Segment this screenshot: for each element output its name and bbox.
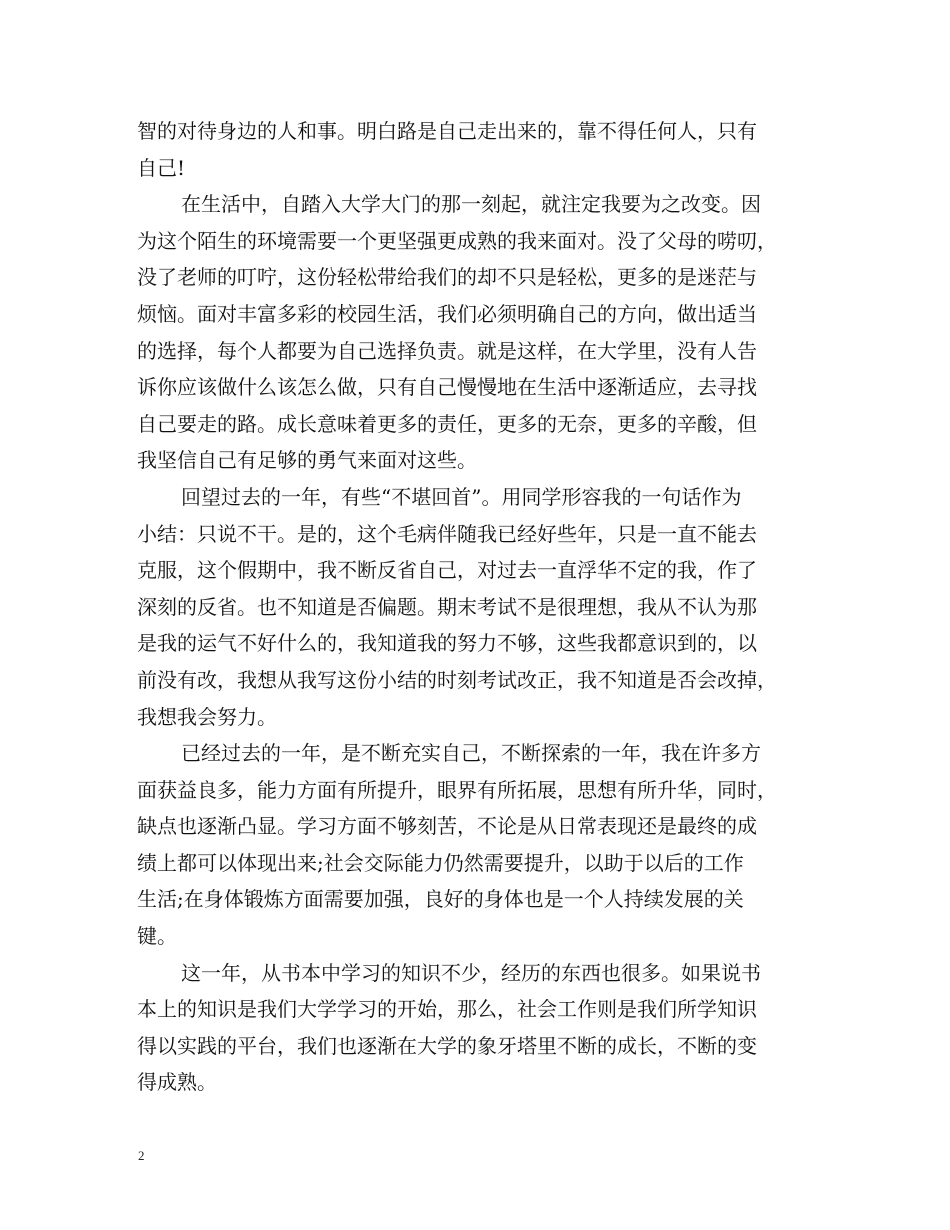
text-line: 缺点也逐渐凸显。学习方面不够刻苦，不论是从日常表现还是最终的成 (137, 814, 757, 839)
text-line: 没了老师的叮咛，这份轻松带给我们的却不只是轻松，更多的是迷茫与 (137, 265, 757, 290)
text-line: 得成熟。 (137, 1070, 217, 1095)
text-line: 前没有改，我想从我写这份小结的时刻考试改正，我不知道是否会改掉， (137, 667, 777, 692)
text-line: 自己要走的路。成长意味着更多的责任，更多的无奈，更多的辛酸，但 (137, 411, 757, 436)
text-line: 烦恼。面对丰富多彩的校园生活，我们必须明确自己的方向，做出适当 (137, 301, 757, 326)
text-line: 智的对待身边的人和事。明白路是自己走出来的，靠不得任何人，只有 (137, 119, 757, 143)
text-line: 的选择，每个人都要为自己选择负责。就是这样，在大学里，没有人告 (137, 338, 757, 363)
text-line: 我坚信自己有足够的勇气来面对这些。 (137, 448, 477, 473)
text-line: 深刻的反省。也不知道是否偏题。期末考试不是很理想，我从不认为那 (137, 594, 757, 619)
body-text (137, 113, 817, 1101)
text-line: 是我的运气不好什么的，我知道我的努力不够，这些我都意识到的，以 (137, 631, 757, 656)
text-line: 面获益良多，能力方面有所提升，眼界有所拓展，思想有所升华，同时， (137, 777, 777, 802)
text-line: 这一年，从书本中学习的知识不少，经历的东西也很多。如果说书 (181, 960, 761, 985)
text-line: 已经过去的一年，是不断充实自己，不断探索的一年，我在许多方 (181, 741, 761, 766)
text-line: 本上的知识是我们大学学习的开始，那么，社会工作则是我们所学知识 (137, 997, 757, 1022)
text-line: 得以实践的平台，我们也逐渐在大学的象牙塔里不断的成长，不断的变 (137, 1033, 757, 1058)
page-number: 2 (138, 1148, 145, 1163)
text-line: 诉你应该做什么该怎么做，只有自己慢慢地在生活中逐渐适应，去寻找 (137, 375, 757, 400)
text-line: 克服，这个假期中，我不断反省自己，对过去一直浮华不定的我，作了 (137, 558, 757, 583)
text-line: 小结：只说不干。是的，这个毛病伴随我已经好些年，只是一直不能去 (137, 521, 757, 546)
text-line: 为这个陌生的环境需要一个更坚强更成熟的我来面对。没了父母的唠叨， (137, 228, 777, 253)
text-line: 我想我会努力。 (137, 704, 277, 729)
text-line: 键。 (137, 924, 177, 949)
text-line: 生活;在身体锻炼方面需要加强，良好的身体也是一个人持续发展的关 (137, 887, 744, 912)
text-line: 在生活中，自踏入大学大门的那一刻起，就注定我要为之改变。因 (181, 192, 761, 217)
text-line: 自己! (137, 155, 186, 180)
text-line: 绩上都可以体现出来;社会交际能力仍然需要提升，以助于以后的工作 (137, 850, 744, 875)
text-line: 回望过去的一年，有些“不堪回首”。用同学形容我的一句话作为 (181, 484, 742, 509)
